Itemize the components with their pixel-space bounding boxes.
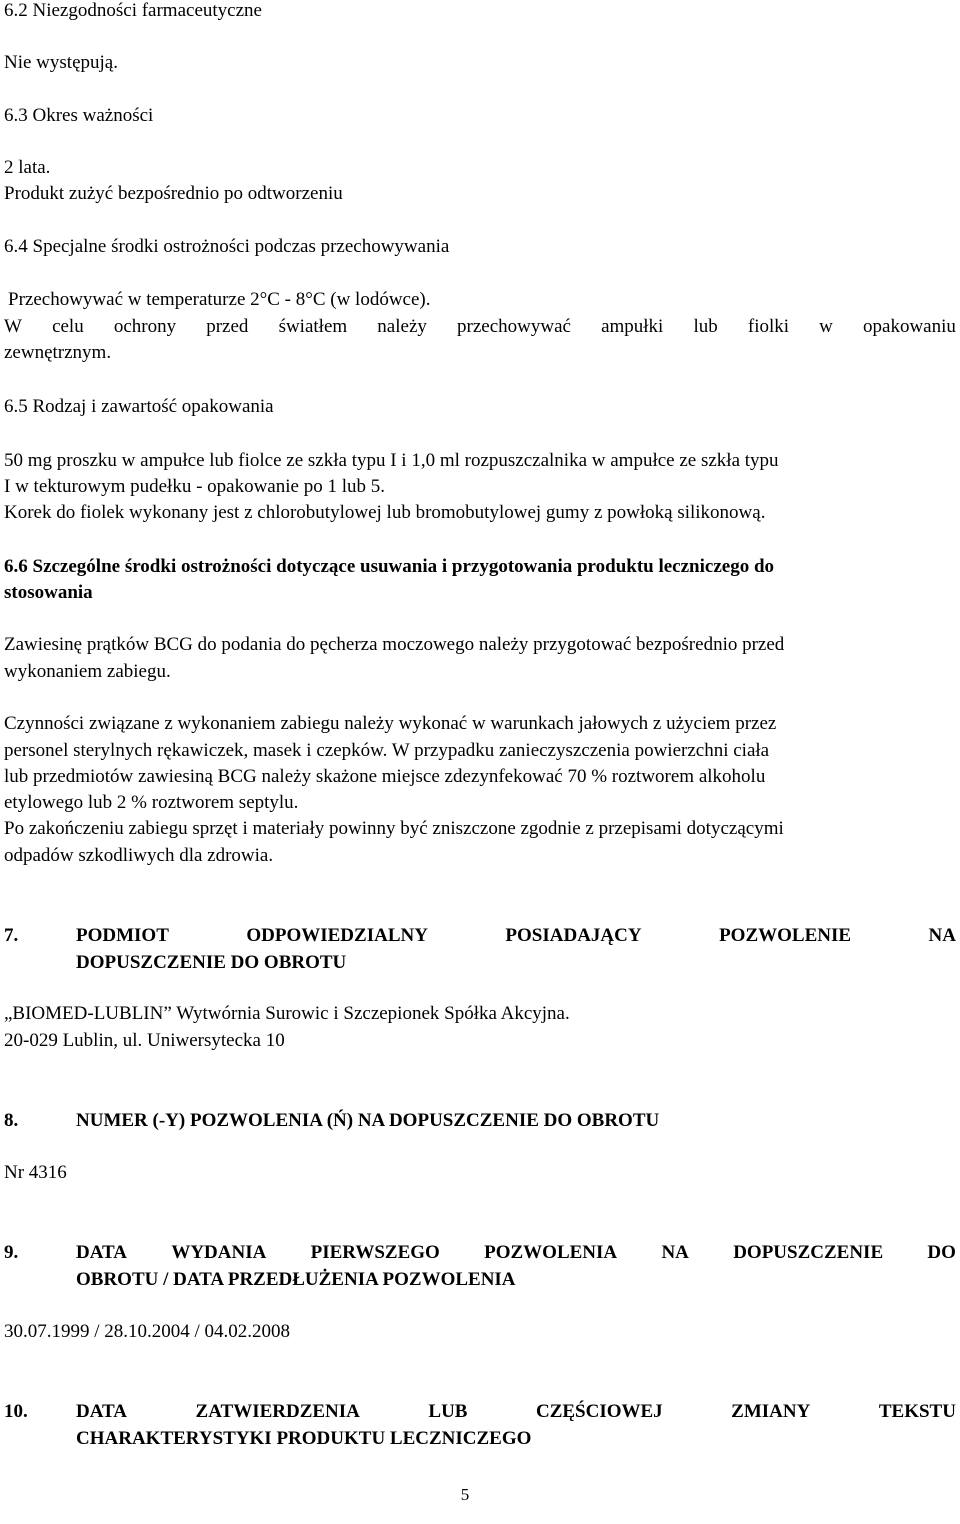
word: ZATWIERDZENIA: [195, 1401, 360, 1422]
word: ODPOWIEDZIALNY: [246, 925, 428, 946]
section-8-number: 8.: [4, 1110, 19, 1131]
word: należy: [377, 316, 427, 337]
heading-6-2: 6.2 Niezgodności farmaceutyczne: [4, 0, 262, 21]
text-6-6-p2-line2: personel sterylnych rękawiczek, masek i czepków. W przypadku zanieczyszczenia powierzchni ciała: [4, 740, 770, 761]
word: światłem: [278, 316, 348, 337]
word: lub: [693, 316, 718, 337]
section-10-number: 10.: [4, 1401, 28, 1422]
text-7-line2: 20-029 Lublin, ul. Uniwersytecka 10: [4, 1030, 285, 1051]
text-6-6-p2-line4: etylowego lub 2 % roztworem septylu.: [4, 792, 299, 813]
word: przed: [206, 316, 249, 337]
text-6-3-line1: 2 lata.: [4, 157, 51, 178]
word: CZĘŚCIOWEJ: [535, 1401, 663, 1422]
text-6-6-p1-line2: wykonaniem zabiegu.: [4, 661, 171, 682]
word: DATA: [76, 1242, 128, 1263]
section-9-title-line1: [76, 1239, 956, 1266]
word: WYDANIA: [171, 1242, 267, 1263]
word: w: [819, 316, 833, 337]
section-9-number: 9.: [4, 1242, 19, 1263]
section-9-title-line2: OBROTU / DATA PRZEDŁUŻENIA POZWOLENIA: [76, 1269, 516, 1290]
section-7-title-line2: DOPUSZCZENIE DO OBROTU: [76, 952, 347, 973]
heading-6-6-line2: stosowania: [4, 582, 93, 603]
section-7-title-line1: [76, 922, 956, 949]
text-6-5-line2: I w tekturowym pudełku - opakowanie po 1 lub 5.: [4, 476, 385, 497]
section-9-title: [76, 1239, 956, 1293]
word: NA: [661, 1242, 689, 1263]
word: DO: [927, 1242, 956, 1263]
page-number: 5: [460, 1485, 470, 1504]
text-6-6-p2-line3: lub przedmiotów zawiesiną BCG należy skażone miejsce zdezynfekować 70 % roztworem alkoholu: [4, 766, 766, 787]
word: POZWOLENIA: [484, 1242, 618, 1263]
word: PIERWSZEGO: [310, 1242, 440, 1263]
word: LUB: [428, 1401, 468, 1422]
text-6-6-p1-line1: Zawiesinę prątków BCG do podania do pęcherza moczowego należy przygotować bezpośrednio przed: [4, 634, 785, 655]
word: W: [4, 316, 22, 337]
text-8: Nr 4316: [4, 1162, 67, 1183]
word: POSIADAJĄCY: [505, 925, 642, 946]
text-6-4-line1: Przechowywać w temperaturze 2°C - 8°C (w lodówce).: [8, 289, 431, 310]
word: DATA: [76, 1401, 128, 1422]
word: celu: [52, 316, 84, 337]
heading-6-4: 6.4 Specjalne środki ostrożności podczas przechowywania: [4, 236, 450, 257]
text-6-5-line1: 50 mg proszku w ampułce lub fiolce ze szkła typu I i 1,0 ml rozpuszczalnika w ampułce ze szkła typu: [4, 450, 779, 471]
text-9: 30.07.1999 / 28.10.2004 / 04.02.2008: [4, 1321, 291, 1342]
word: opakowaniu: [863, 316, 956, 337]
heading-6-5: 6.5 Rodzaj i zawartość opakowania: [4, 396, 274, 417]
section-7-title: [76, 922, 956, 976]
text-6-6-p2-line1: Czynności związane z wykonaniem zabiegu należy wykonać w warunkach jałowych z użyciem przez: [4, 713, 777, 734]
word: TEKSTU: [878, 1401, 956, 1422]
section-10-title-line2: CHARAKTERYSTYKI PRODUKTU LECZNICZEGO: [76, 1428, 532, 1449]
text-6-6-p2-line5: Po zakończeniu zabiegu sprzęt i materiały powinny być zniszczone zgodnie z przepisami dotyczącymi: [4, 818, 784, 839]
word: ampułki: [601, 316, 664, 337]
word: POZWOLENIE: [719, 925, 852, 946]
word: ZMIANY: [731, 1401, 811, 1422]
heading-6-6-line1: 6.6 Szczególne środki ostrożności dotyczące usuwania i przygotowania produktu leczniczego do: [4, 556, 775, 577]
text-6-4-line2: [4, 316, 956, 338]
section-10-title: [76, 1398, 956, 1452]
word: ochrony: [113, 316, 177, 337]
heading-6-3: 6.3 Okres ważności: [4, 105, 154, 126]
text-7-line1: „BIOMED-LUBLIN” Wytwórnia Surowic i Szczepionek Spółka Akcyjna.: [4, 1003, 570, 1024]
word: przechowywać: [457, 316, 571, 337]
word: fiolki: [747, 316, 790, 337]
word: PODMIOT: [76, 925, 169, 946]
word: DOPUSZCZENIE: [733, 1242, 884, 1263]
section-8-title: NUMER (-Y) POZWOLENIA (Ń) NA DOPUSZCZENIE DO OBROTU: [76, 1110, 660, 1131]
word: NA: [928, 925, 956, 946]
text-6-2: Nie występują.: [4, 52, 118, 73]
text-6-5-line3: Korek do fiolek wykonany jest z chlorobutylowej lub bromobutylowej gumy z powłoką silikonową.: [4, 502, 766, 523]
section-10-title-line1: [76, 1398, 956, 1425]
text-6-6-p2-line6: odpadów szkodliwych dla zdrowia.: [4, 845, 274, 866]
section-7-number: 7.: [4, 925, 19, 946]
text-6-4-line3: zewnętrznym.: [4, 342, 112, 363]
text-6-3-line2: Produkt zużyć bezpośrednio po odtworzeniu: [4, 183, 343, 204]
